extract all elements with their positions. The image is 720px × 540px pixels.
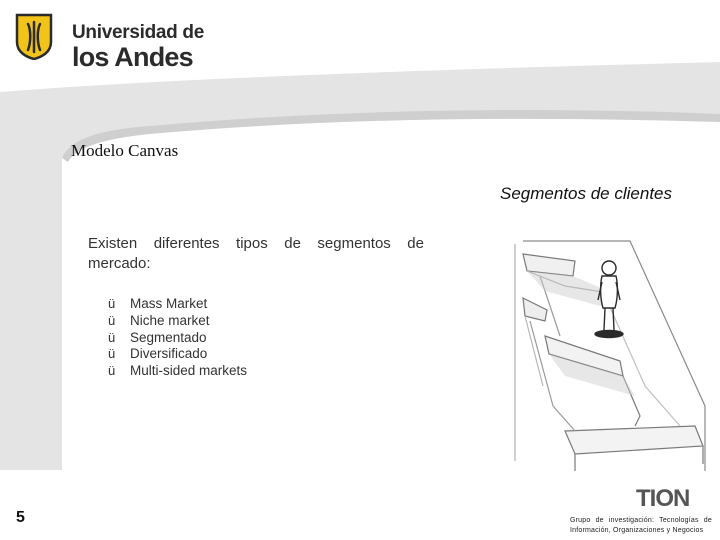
list-item — [108, 346, 247, 363]
list-item-label: Segmentado — [130, 329, 207, 345]
list-item — [108, 330, 247, 347]
research-group-credit: Grupo de investigación: Tecnologías de Información, Organizaciones y Negocios — [570, 517, 712, 534]
check-bullet-icon: ü — [108, 296, 116, 311]
slide-subtitle: Segmentos de clientes — [500, 184, 672, 203]
check-bullet-icon: ü — [108, 346, 116, 362]
section-title: Modelo Canvas — [71, 141, 179, 160]
list-item — [108, 313, 247, 330]
page-number: 5 — [16, 509, 25, 526]
check-bullet-icon: ü — [108, 312, 116, 328]
check-bullet-icon: ü — [108, 363, 116, 379]
university-logo — [14, 10, 205, 72]
list-item-label: Multi-sided markets — [130, 363, 248, 379]
segment-types-list — [108, 296, 247, 380]
list-item-label: Diversificado — [130, 346, 208, 362]
list-item — [108, 296, 247, 313]
intro-text: Existen diferentes tipos de segmentos de mercado: — [88, 235, 424, 272]
tion-logo — [636, 484, 702, 512]
shield-icon — [14, 12, 54, 60]
list-item-label: Niche market — [130, 312, 210, 328]
stepped-blocks-with-figure-illustration — [505, 236, 720, 471]
logo-line1: Universidad de — [72, 22, 205, 43]
list-item-label: Mass Market — [130, 296, 208, 311]
logo-line2: los Andes — [72, 42, 193, 72]
check-bullet-icon: ü — [108, 329, 116, 345]
list-item — [108, 363, 247, 380]
tion-logo-text: TION — [636, 485, 690, 512]
